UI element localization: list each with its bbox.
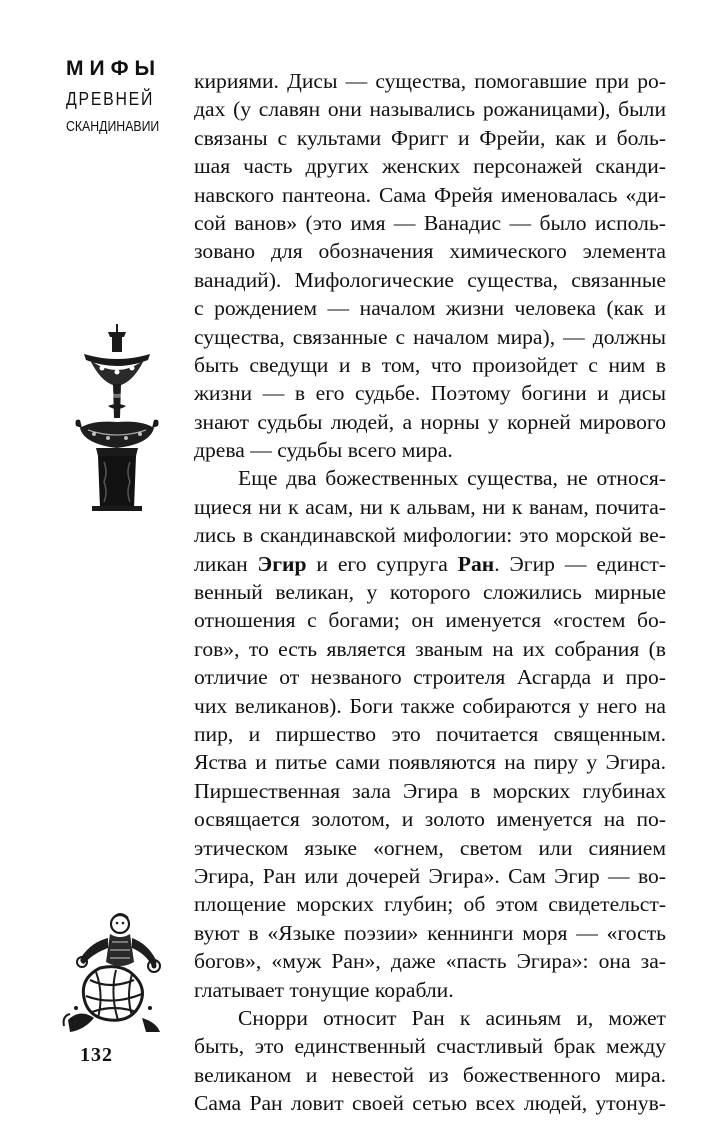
text-line: быть, это единственный счастливый брак между xyxy=(194,1034,666,1059)
text-line: дах (у славян они назывались рожаницами), были xyxy=(194,97,666,122)
text-line: венный великан, у которого сложились мирные xyxy=(194,580,666,605)
page-number: 132 xyxy=(80,1044,113,1066)
text-line: лись в скандинавской мифологии: это морской ве- xyxy=(194,523,666,548)
text-line: Эгира, Ран или дочерей Эгира». Сам Эгир — во- xyxy=(194,863,666,888)
text-line: вуют в «Языке поэзии» кеннинги моря — «гость xyxy=(194,920,666,945)
text-line: кириями. Дисы — существа, помогавшие при ро- xyxy=(194,69,666,93)
text-line: щиеся ни к асам, ни к альвам, ни к ванам, почита- xyxy=(194,494,666,519)
text-line: жизни — в его судьбе. Поэтому богини и дисы xyxy=(194,381,666,406)
text-line: древа — судьбы всего мира. xyxy=(194,438,453,463)
text-line: ванадий). Мифологические существа, связанные xyxy=(194,267,666,292)
text-line: навского пантеона. Сама Фрейя именовалась «ди- xyxy=(194,182,666,207)
text-fragment: . Эгир — единст- xyxy=(494,551,666,576)
text-line: этическом языке «огнем, светом или сиянием xyxy=(194,835,666,860)
text-line: чих великанов). Боги также собираются у него на xyxy=(194,693,666,718)
text-line: Яства и питье сами появляются на пиру у Эгира. xyxy=(194,750,666,775)
text-line: знают судьбы людей, а норны у корней мирового xyxy=(194,409,666,434)
text-line: шая часть других женских персонажей сканди- xyxy=(194,154,666,179)
text-line: Еще два божественных существа, не относя- xyxy=(238,466,666,491)
text-line: связаны с культами Фригг и Фрейи, как и боль- xyxy=(194,125,666,150)
running-head-subtitle-2: СКАНДИНАВИИ xyxy=(66,118,160,135)
text-line: зовано для обозначения химического элемента xyxy=(194,239,666,264)
text-line: великаном и невестой из божественного мира. xyxy=(194,1062,666,1087)
text-line: пир, и пиршество это почитается священным. xyxy=(194,721,666,746)
text-line: богов», «муж Ран», даже «пасть Эгира»: она за- xyxy=(194,949,666,974)
text-line: площение морских глубин; об этом свидетельст- xyxy=(194,892,666,917)
text-line: Сама Ран ловит своей сетью всех людей, утонув- xyxy=(194,1091,666,1116)
text-line xyxy=(194,550,666,578)
text-line: отношения с богами; он именуется «гостем бо- xyxy=(194,608,666,633)
running-head-title: МИФЫ xyxy=(66,57,162,80)
text-fragment: ликан xyxy=(194,551,258,576)
text-line: глатывает тонущие корабли. xyxy=(194,977,454,1002)
running-head xyxy=(66,54,176,140)
text-line: быть сведущи и в том, что произойдет с ним в xyxy=(194,352,666,377)
bold-name: Ран xyxy=(457,551,495,576)
norse-figure-ornament-icon xyxy=(60,908,166,1036)
body-text xyxy=(194,67,666,1117)
bold-name: Эгир xyxy=(257,551,307,576)
text-line: освящается золотом, и золото именуется на по- xyxy=(194,807,666,832)
text-line: существа, связанные с началом мира), — должны xyxy=(194,324,666,349)
text-line: Снорри относит Ран к асиньям и, может xyxy=(238,1005,666,1030)
pillar-ornament-icon xyxy=(72,322,162,512)
running-head-subtitle-1: ДРЕВНЕЙ xyxy=(66,89,155,109)
text-line: сой ванов» (это имя — Ванадис — было исполь- xyxy=(194,210,666,235)
text-line: Пиршественная зала Эгира в морских глубинах xyxy=(194,778,666,803)
text-line: гов», то есть является званым на их собрания (в xyxy=(194,636,666,661)
text-line: отличие от незваного строителя Асгарда и про- xyxy=(194,665,666,690)
text-fragment: и его супруга xyxy=(306,551,458,576)
text-line: с рождением — началом жизни человека (как и xyxy=(194,296,666,321)
